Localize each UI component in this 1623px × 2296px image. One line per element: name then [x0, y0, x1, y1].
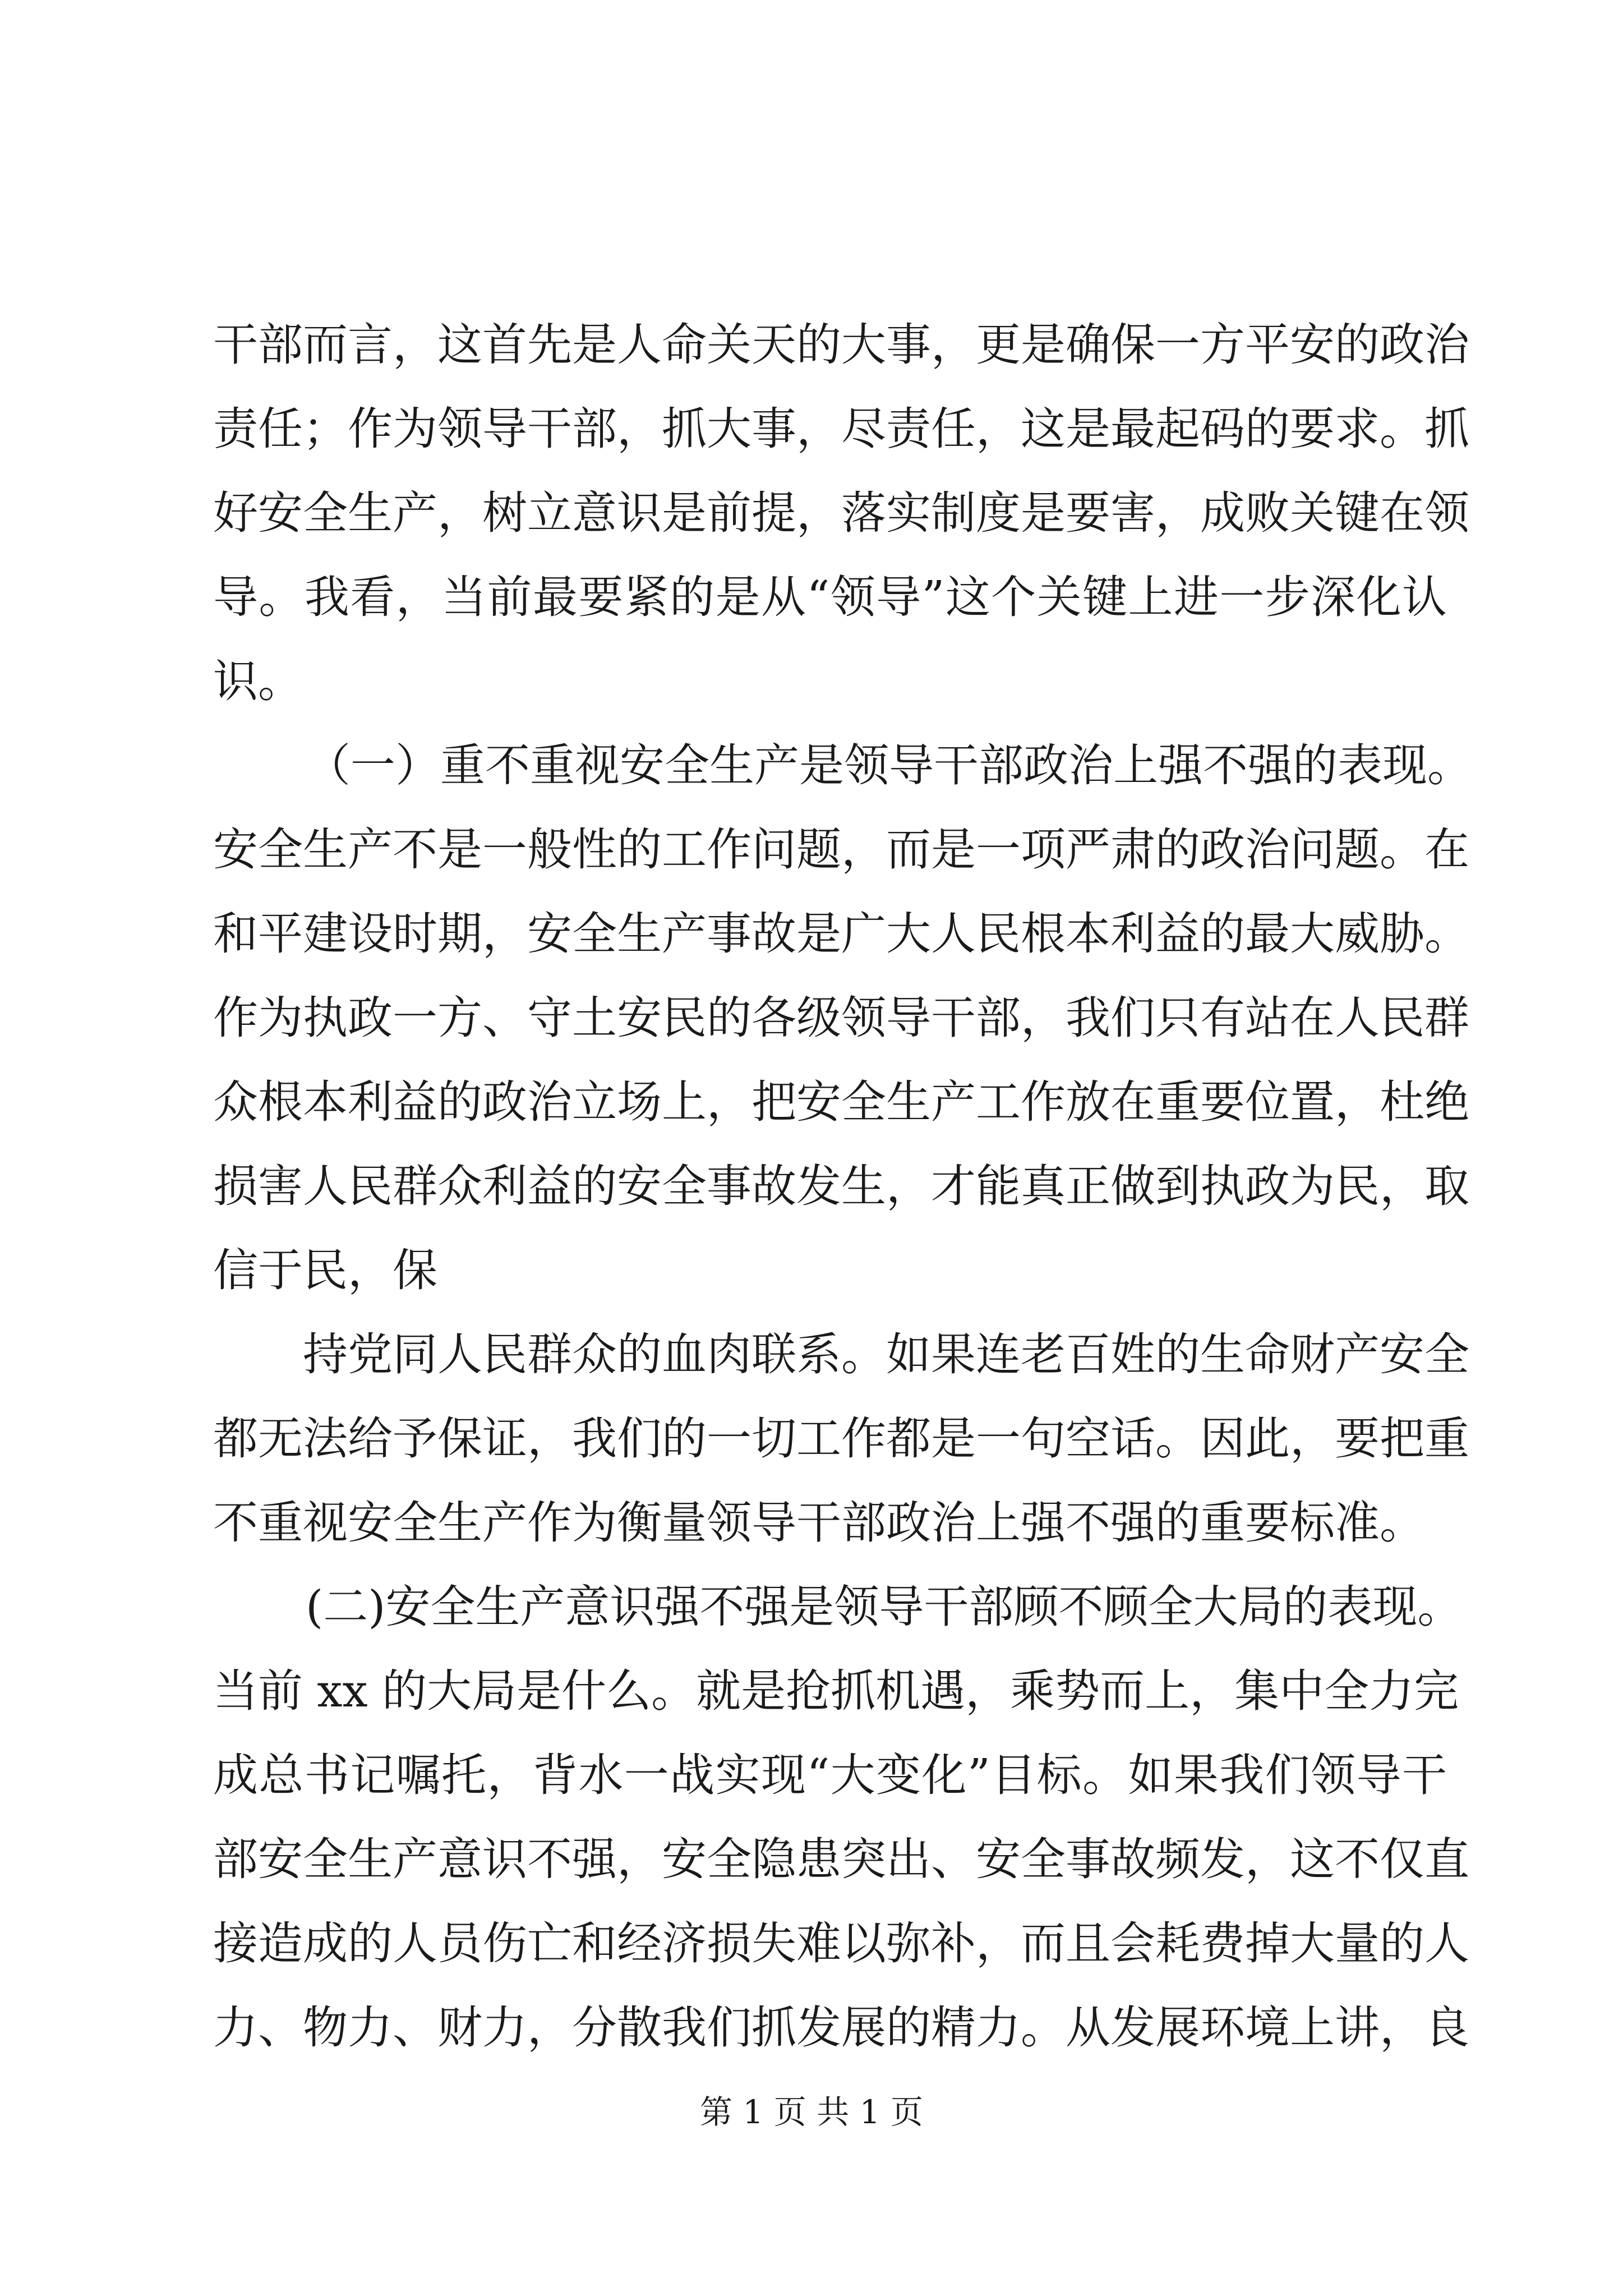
- section-heading-2: (二)安全生产意识强不强是领导干部顾不顾全大局的表现。: [306, 1581, 1463, 1633]
- body-line-21: 力、物力、财力，分散我们抓发展的精力。从发展环境上讲，良: [213, 2001, 1469, 2054]
- body-line-20: 接造成的人员伤亡和经济损失难以弥补，而且会耗费掉大量的人: [213, 1917, 1469, 1970]
- body-line-7: 安全生产不是一般性的工作问题，而是一项严肃的政治问题。在: [213, 823, 1469, 876]
- body-line-11: 损害人民群众利益的安全事故发生，才能真正做到执政为民，取: [213, 1160, 1469, 1212]
- body-line-4: 导。我看，当前最要紧的是从“领导”这个关键上进一步深化认: [213, 571, 1447, 623]
- body-line-3: 好安全生产，树立意识是前提，落实制度是要害，成败关键在领: [213, 487, 1469, 539]
- body-line-18: 成总书记嘱托，背水一战实现“大变化”目标。如果我们领导干: [213, 1749, 1447, 1801]
- body-line-1: 干部而言，这首先是人命关天的大事，更是确保一方平安的政治: [213, 319, 1469, 371]
- body-line-9: 作为执政一方、守土安民的各级领导干部，我们只有站在人民群: [213, 992, 1469, 1044]
- body-line-8: 和平建设时期，安全生产事故是广大人民根本利益的最大威胁。: [213, 908, 1469, 960]
- body-line-13: 持党同人民群众的血肉联系。如果连老百姓的生命财产安全: [303, 1328, 1469, 1381]
- body-line-15: 不重视安全生产作为衡量领导干部政治上强不强的重要标准。: [213, 1497, 1424, 1549]
- body-line-10: 众根本利益的政治立场上，把安全生产工作放在重要位置，杜绝: [213, 1076, 1469, 1128]
- body-line-12: 信于民，保: [213, 1244, 437, 1296]
- page-footer: 第 1 页 共 1 页: [700, 2093, 923, 2131]
- body-line-5: 识。: [213, 655, 303, 707]
- body-line-17: 当前 xx 的大局是什么。就是抢抓机遇，乘势而上，集中全力完: [213, 1665, 1459, 1717]
- body-line-14: 都无法给予保证，我们的一切工作都是一句空话。因此，要把重: [213, 1412, 1469, 1465]
- body-line-19: 部安全生产意识不强，安全隐患突出、安全事故频发，这不仅直: [213, 1833, 1469, 1885]
- section-heading-1: （一）重不重视安全生产是领导干部政治上强不强的表现。: [306, 739, 1472, 792]
- body-line-2: 责任；作为领导干部，抓大事，尽责任，这是最起码的要求。抓: [213, 403, 1469, 455]
